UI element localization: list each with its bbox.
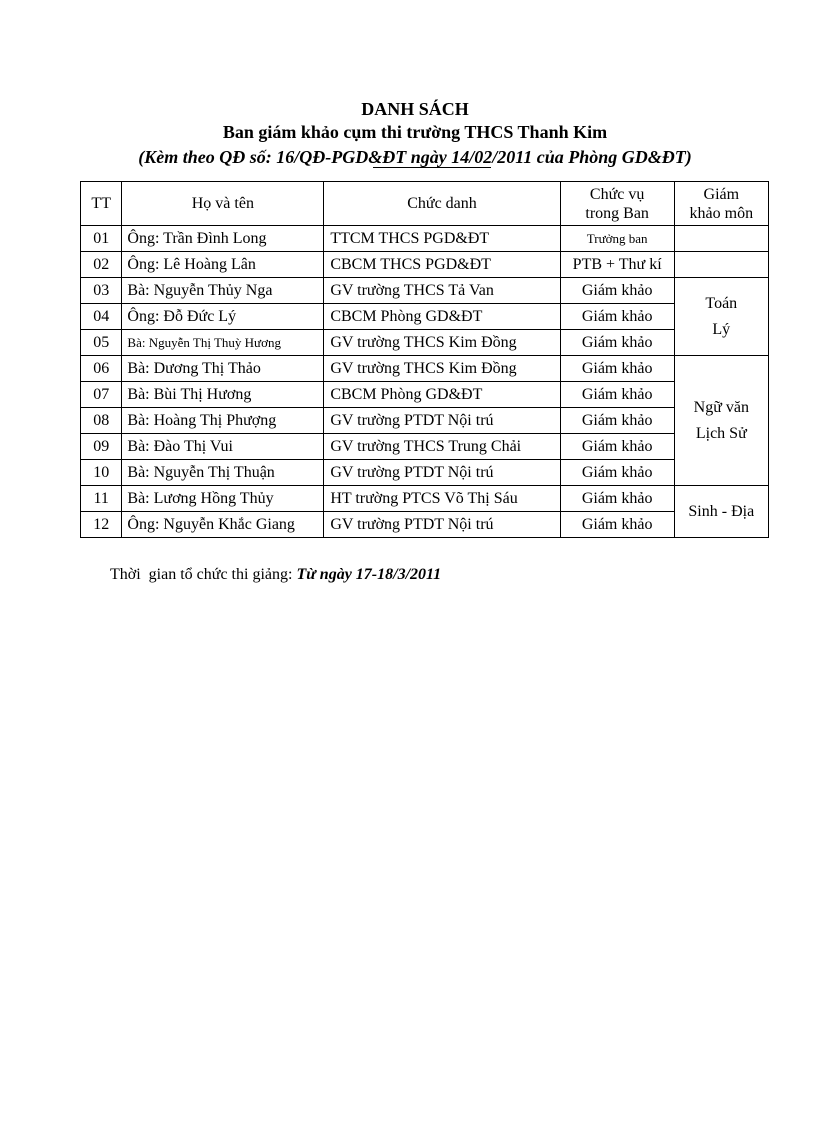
row-name: Ông: Nguyễn Khắc Giang <box>122 512 324 538</box>
row-role: Giám khảo <box>560 434 674 460</box>
row-subject-empty <box>674 252 768 278</box>
row-name: Bà: Bùi Thị Hương <box>122 382 324 408</box>
row-tt: 07 <box>81 382 122 408</box>
reference-underline <box>373 167 491 168</box>
row-tt: 02 <box>81 252 122 278</box>
document-header <box>0 98 816 170</box>
document-title: DANH SÁCH <box>361 99 469 119</box>
row-name: Bà: Đào Thị Vui <box>122 434 324 460</box>
row-role: Giám khảo <box>560 278 674 304</box>
table-row <box>81 226 769 252</box>
row-tt: 09 <box>81 434 122 460</box>
row-role: Giám khảo <box>560 382 674 408</box>
subject-math: Toán <box>705 294 738 312</box>
row-name: Bà: Lương Hồng Thủy <box>122 486 324 512</box>
document-subtitle: Ban giám khảo cụm thi trường THCS Thanh Kim <box>222 122 608 142</box>
row-name: Ông: Lê Hoàng Lân <box>122 252 324 278</box>
table-row <box>81 408 769 434</box>
row-role: Giám khảo <box>560 330 674 356</box>
subject-group-math-physics <box>674 278 768 356</box>
row-name: Bà: Nguyễn Thị Thuận <box>122 460 324 486</box>
header-title: Chức danh <box>324 182 560 226</box>
row-role: Giám khảo <box>560 356 674 382</box>
row-title: CBCM THCS PGD&ĐT <box>324 252 560 278</box>
row-name: Ông: Trần Đình Long <box>122 226 324 252</box>
table-row <box>81 330 769 356</box>
subject-group-literature-history <box>674 356 768 486</box>
row-name: Ông: Đỗ Đức Lý <box>122 304 324 330</box>
exam-schedule-label: Thời gian tổ chức thi giảng: <box>110 566 297 583</box>
row-tt: 06 <box>81 356 122 382</box>
row-role: Giám khảo <box>560 408 674 434</box>
row-tt: 01 <box>81 226 122 252</box>
examiner-table <box>80 181 769 538</box>
row-title: GV trường PTDT Nội trú <box>324 512 560 538</box>
table-row <box>81 460 769 486</box>
table-row <box>81 382 769 408</box>
row-role: Giám khảo <box>560 460 674 486</box>
row-role: Giám khảo <box>560 304 674 330</box>
subject-history: Lịch Sử <box>695 424 747 442</box>
row-name: Bà: Nguyễn Thủy Nga <box>122 278 324 304</box>
table-row <box>81 512 769 538</box>
row-role: PTB + Thư kí <box>560 252 674 278</box>
table-row <box>81 252 769 278</box>
row-title: CBCM Phòng GD&ĐT <box>324 304 560 330</box>
header-role-line2: trong Ban <box>585 204 649 222</box>
row-name: Bà: Hoàng Thị Phượng <box>122 408 324 434</box>
row-title: HT trường PTCS Võ Thị Sáu <box>324 486 560 512</box>
row-role: Trưởng ban <box>560 226 674 252</box>
header-tt: TT <box>81 182 122 226</box>
table-row <box>81 304 769 330</box>
header-role <box>560 182 674 226</box>
exam-schedule <box>110 566 441 584</box>
header-subject-line2: khảo môn <box>689 204 754 222</box>
row-tt: 10 <box>81 460 122 486</box>
row-tt: 04 <box>81 304 122 330</box>
row-tt: 11 <box>81 486 122 512</box>
row-subject-empty <box>674 226 768 252</box>
row-tt: 12 <box>81 512 122 538</box>
table-row <box>81 356 769 382</box>
subject-literature: Ngữ văn <box>693 398 749 416</box>
row-tt: 08 <box>81 408 122 434</box>
header-name: Họ và tên <box>122 182 324 226</box>
row-title: CBCM Phòng GD&ĐT <box>324 382 560 408</box>
table-row <box>81 434 769 460</box>
row-title: TTCM THCS PGD&ĐT <box>324 226 560 252</box>
table-row <box>81 486 769 512</box>
row-title: GV trường THCS Kim Đồng <box>324 330 560 356</box>
row-tt: 05 <box>81 330 122 356</box>
row-title: GV trường THCS Tả Van <box>324 278 560 304</box>
document-reference: (Kèm theo QĐ số: 16/QĐ-PGD&ĐT ngày 14/02/2011 của Phòng GD&ĐT) <box>138 147 692 167</box>
header-role-line1: Chức vụ <box>589 185 645 203</box>
table-row <box>81 278 769 304</box>
row-name: Bà: Nguyễn Thị Thuỳ Hương <box>122 330 324 356</box>
row-role: Giám khảo <box>560 512 674 538</box>
exam-schedule-value: Từ ngày 17-18/3/2011 <box>296 566 442 583</box>
row-title: GV trường THCS Trung Chải <box>324 434 560 460</box>
subject-group-biology-geography: Sinh - Địa <box>674 486 768 538</box>
row-title: GV trường PTDT Nội trú <box>324 408 560 434</box>
row-role: Giám khảo <box>560 486 674 512</box>
header-subject-line1: Giám <box>703 185 740 203</box>
subject-physics: Lý <box>712 320 731 338</box>
table-header-row <box>81 182 769 226</box>
row-title: GV trường PTDT Nội trú <box>324 460 560 486</box>
row-title: GV trường THCS Kim Đồng <box>324 356 560 382</box>
row-name: Bà: Dương Thị Thảo <box>122 356 324 382</box>
header-subject <box>674 182 768 226</box>
row-tt: 03 <box>81 278 122 304</box>
